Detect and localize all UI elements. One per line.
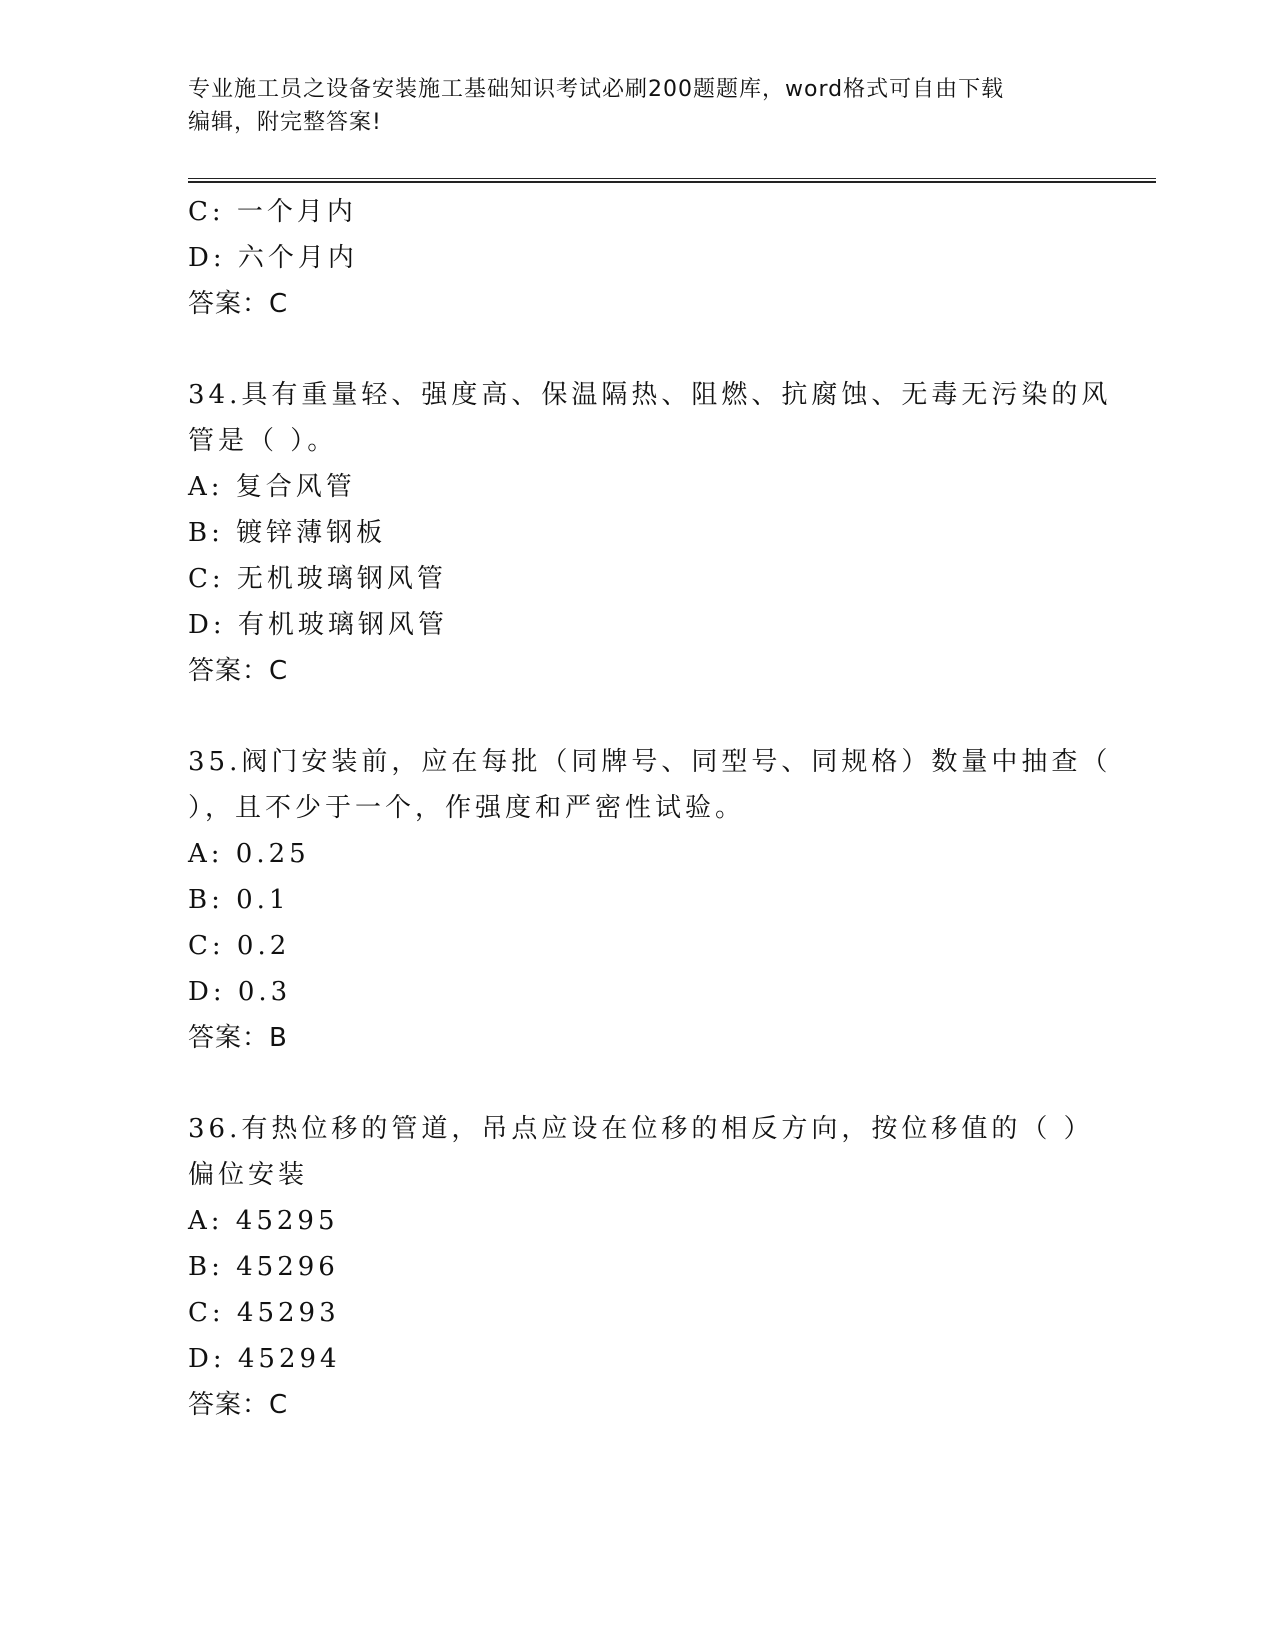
document-header [188,73,1088,139]
option-d: D: 0.3 [188,977,292,1007]
option-a: A: 复合风管 [188,472,356,502]
option-d: D: 六个月内 [188,243,358,273]
question-36 [188,1106,1094,1428]
question-34 [188,372,1112,694]
header-divider-thick [188,181,1156,183]
option-b: B: 45296 [188,1252,339,1282]
carryover-question [188,189,1088,327]
question-stem-line: 偏位安装 [188,1160,309,1190]
option-c: C: 一个月内 [188,197,357,227]
option-c: C: 45293 [188,1298,340,1328]
answer-line: 答案：C [188,289,289,319]
answer-line: 答案：C [188,1390,289,1420]
option-c: C: 0.2 [188,931,291,961]
answer-line: 答案：C [188,656,289,686]
header-title-line-1: 专业施工员之设备安装施工基础知识考试必刷200题题库，word格式可自由下载 [188,77,1005,102]
question-stem-line: 36.有热位移的管道，吊点应设在位移的相反方向，按位移值的（ ） [188,1114,1094,1144]
header-divider-thin [188,178,1156,179]
option-d: D: 有机玻璃钢风管 [188,610,448,640]
question-stem-line: 管是（ ）。 [188,426,338,456]
option-a: A: 45295 [188,1206,339,1236]
question-stem-line: 35.阀门安装前，应在每批（同牌号、同型号、同规格）数量中抽查（ [188,747,1112,777]
option-b: B: 镀锌薄钢板 [188,518,387,548]
option-d: D: 45294 [188,1344,341,1374]
header-title-line-2: 编辑，附完整答案! [188,110,382,135]
answer-line: 答案：B [188,1023,288,1053]
option-c: C: 无机玻璃钢风管 [188,564,447,594]
question-35 [188,739,1112,1061]
question-stem-line: 34.具有重量轻、强度高、保温隔热、阻燃、抗腐蚀、无毒无污染的风 [188,380,1112,410]
question-stem-line: ），且不少于一个，作强度和严密性试验。 [188,793,746,823]
option-b: B: 0.1 [188,885,290,915]
option-a: A: 0.25 [188,839,310,869]
question-list [188,189,1112,1428]
